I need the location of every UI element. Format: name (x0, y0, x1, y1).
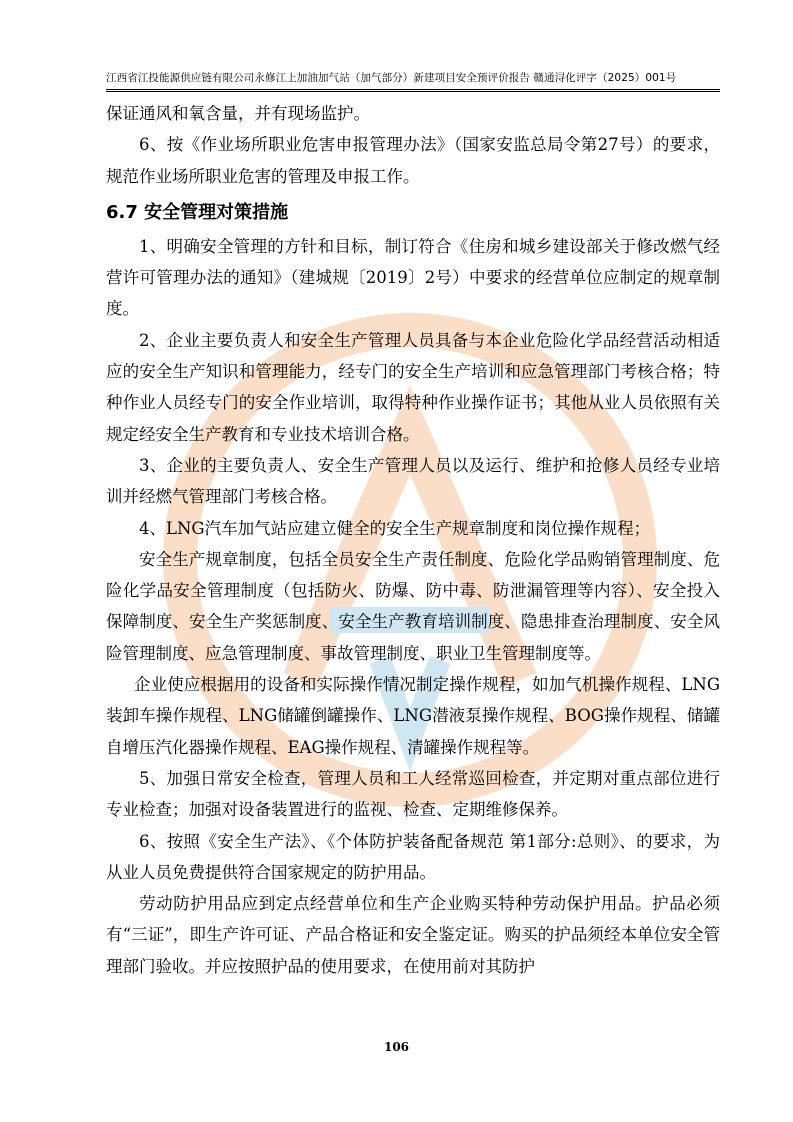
intro-paragraph-1: 6、按《作业场所职业危害申报管理办法》（国家安监总局令第27号）的要求，规范作业场所职业危害的管理及申报工作。 (106, 135, 720, 186)
page-number: 106 (383, 1040, 410, 1054)
paragraph-ppe: 劳动防护用品应到定点经营单位和生产企业购买特种劳动保护用品。护品必须有“三证”，即生产许可证、产品合格证和安全鉴定证。购买的护品须经本单位安全管理部门验收。并应按照护品的使用要求，在使用前对其防护 (106, 894, 720, 976)
paragraph-6: 6、按照《安全生产法》、《个体防护装备配备规范 第1部分:总则》、的要求，为从业人员免费提供符合国家规定的防护用品。 (106, 831, 720, 882)
page-header: 江西省江投能源供应链有限公司永修江上加油加气站（加气部分）新建项目安全预评价报告 赣通浔化评字（2025）001号 (106, 72, 677, 84)
paragraph-5: 5、加强日常安全检查，管理人员和工人经常巡回检查，并定期对重点部位进行专业检查；加强对设备装置进行的监视、检查、定期维修保养。 (106, 768, 720, 820)
paragraph-1: 1、明确安全管理的方针和目标，制订符合《住房和城乡建设部关于修改燃气经营许可管理办法的通知》（建城规〔2019〕2号）中要求的经营单位应制定的规章制度。 (106, 236, 720, 319)
paragraph-4: 4、LNG汽车加气站应建立健全的安全生产规章制度和岗位操作规程； (139, 518, 651, 538)
section-heading: 6.7 安全管理对策措施 (106, 201, 289, 223)
intro-paragraph-0: 保证通风和氧含量，并有现场监护。 (106, 104, 370, 123)
header-rule (106, 89, 720, 92)
paragraph-procedures: 企业使应根据用的设备和实际操作情况制定操作规程，如加气机操作规程、LNG装卸车操作规程、LNG储罐倒罐操作、LNG潜液泵操作规程、BOG操作规程、储罐自增压汽化器操作规程、EAG操作规程、清罐操作规程等。 (106, 675, 720, 757)
paragraph-rules: 安全生产规章制度，包括全员安全生产责任制度、危险化学品购销管理制度、危险化学品安全管理制度（包括防火、防爆、防中毒、防泄漏管理等内容）、安全投入保障制度、安全生产奖惩制度、安全生产教育培训制度、隐患排查治理制度、安全风险管理制度、应急管理制度、事故管理制度、职业卫生管理制度等。 (106, 549, 720, 663)
paragraph-3: 3、企业的主要负责人、安全生产管理人员以及运行、维护和抢修人员经专业培训并经燃气管理部门考核合格。 (106, 455, 720, 507)
paragraph-2: 2、企业主要负责人和安全生产管理人员具备与本企业危险化学品经营活动相适应的安全生产知识和管理能力，经专门的安全生产培训和应急管理部门考核合格；特种作业人员经专门的安全作业培训，取得特种作业操作证书；其他从业人员依照有关规定经安全生产教育和专业技术培训合格。 (106, 330, 720, 444)
document-body (106, 98, 720, 982)
